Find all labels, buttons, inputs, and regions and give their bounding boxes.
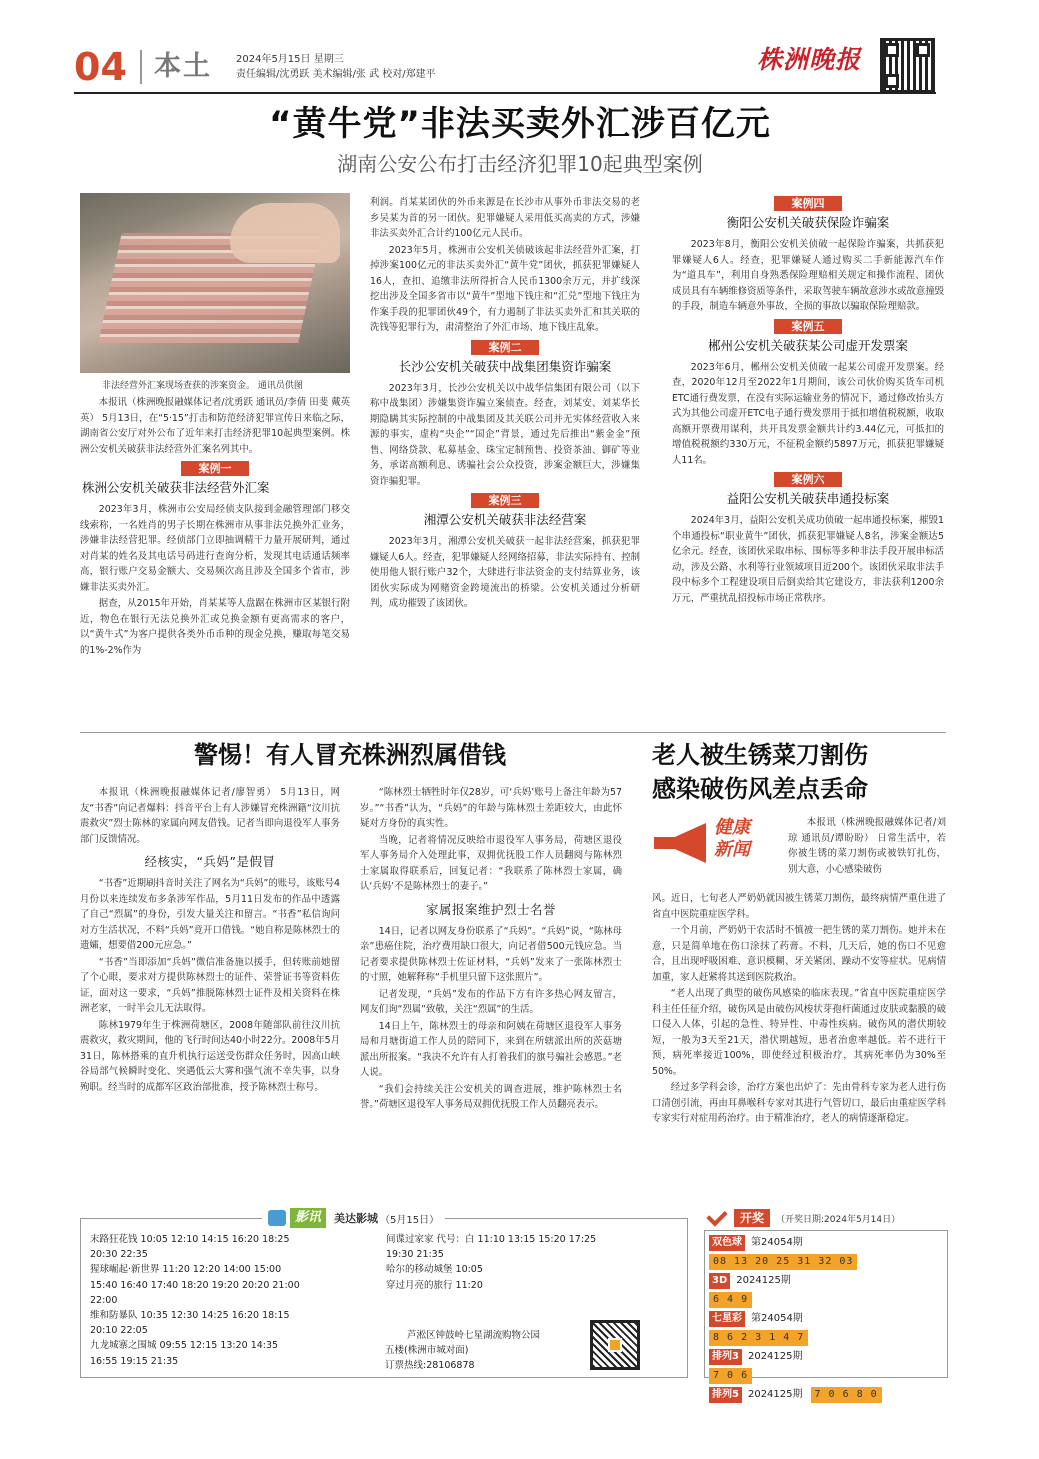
article3-paragraph: 一个月前，严奶奶干农活时不慎被一把生锈的菜刀割伤。她并未在意，只是简单地在伤口涂抹了药膏。不料，几天后，她的伤口不见愈合，且出现呼吸困难、意识模糊、牙关紧闭、躁动不安等症状。见病情加重，家人赶紧将其送到医院救治。 — [652, 925, 946, 983]
header-rule — [74, 92, 936, 94]
lottery-name: 七星彩 — [709, 1311, 745, 1327]
issue-date: 2024年5月15日 星期三 — [236, 54, 344, 65]
film-line: 间谍过家家 代号：白 11:10 13:15 15:20 17:25 — [386, 1234, 597, 1245]
lottery-row — [709, 1233, 943, 1252]
case1-continued-paragraph: 2023年5月，株洲市公安机关侦破该起非法经营外汇案，打掉涉案100亿元的非法买卖外汇“黄牛党”团伙，抓获犯罪嫌疑人16人，查扣、追缴非法所得折合人民币1300余万元，并扩线深挖出涉及全国多省市以“黄牛”型地下钱庄和“汇兑”型地下钱庄为作案手段的犯罪团伙49个，有力遏制了非法买卖外汇和其关联的洗钱等犯罪行为，肃清整治了外汇市场、地下钱庄乱象。 — [370, 244, 640, 333]
lottery-issue: 第24054期 — [751, 1237, 803, 1248]
case1-continued-paragraph: 利润。肖某某团伙的外币来源是在长沙市从事外币非法交易的老乡吴某为首的另一团伙。犯罪嫌疑人采用低买高卖的方式，涉嫌非法买卖外汇合计约100亿元人民币。 — [370, 197, 640, 239]
column-3 — [672, 192, 944, 607]
cinema-qr-code[interactable] — [590, 1320, 640, 1370]
cinema-address — [385, 1328, 585, 1373]
case4-title: 衡阳公安机关破获保险诈骗案 — [726, 215, 890, 230]
film-line: 维和防暴队 10:35 12:30 14:25 16:20 18:15 — [90, 1310, 290, 1322]
case4-paragraph: 2023年8月，衡阳公安机关侦破一起保险诈骗案，共抓获犯罪嫌疑人6人。经查，犯罪嫌疑人通过购买二手新能源汽车作为“道具车”，利用自身熟悉保险理赔相关规定和操作流程、团伙成员具有车辆维修资质等条件，采取驾驶车辆故意涉水或故意撞毁的手段，制造车辆意外事故，全损的事故以骗取保险理赔款。 — [672, 239, 944, 312]
lottery-date: （开奖日期:2024年5月14日） — [776, 1214, 901, 1225]
lottery-numbers: 8 6 2 3 1 4 7 — [709, 1330, 808, 1346]
article3-lead-paragraph: 本报讯（株洲晚报融媒体记者/刘琼 通讯员/谭盼盼） 日常生活中，若你被生锈的菜刀割伤或被铁钉扎伤，别大意，小心感染破伤 — [788, 817, 946, 875]
lottery-issue: 第24054期 — [751, 1313, 803, 1324]
article2-col2 — [360, 785, 622, 1114]
film-list-right — [386, 1232, 682, 1293]
health-news-badge — [652, 815, 782, 871]
column-1 — [80, 395, 350, 659]
article2-subhead: 经核实，“兵妈”是假冒 — [144, 854, 276, 869]
case6-tag: 案例六 — [774, 472, 842, 487]
film-line: 穿过月亮的旅行 11:20 — [386, 1279, 483, 1291]
badge-label: 健康 新闻 — [714, 817, 750, 860]
film-line: 22:00 — [90, 1294, 118, 1306]
lottery-row — [709, 1309, 943, 1328]
case3-title: 湘潭公安机关破获非法经营案 — [423, 512, 587, 527]
qr-code[interactable] — [880, 38, 935, 93]
article3-paragraph: “老人出现了典型的破伤风感染的临床表现。”省直中医院重症医学科主任任征介绍，破伤风是由破伤风梭状芽孢杆菌通过皮肤或黏膜的破口侵入人体，引起的急性、特异性、中毒性疾病。破伤风的潜伏期较短，一般为3天至21天，潜伏期越短，患者治愈率越低。若不进行干预，病死率接近100%，即使经过积极治疗，其病死率仍为30%至50%。 — [652, 988, 946, 1077]
article3-body — [652, 891, 946, 1128]
lottery-header — [708, 1208, 948, 1228]
paper-logo: 株洲晚报 — [757, 45, 862, 74]
article2-subhead: 家属报案维护烈士名誉 — [425, 901, 556, 917]
page-number: 04 — [74, 45, 127, 89]
lottery-row — [709, 1271, 943, 1290]
intro-paragraph: 本报讯（株洲晚报融媒体记者/沈勇跃 通讯员/李倩 田斐 戴英英） 5月13日，在“5·15”打击和防范经济犯罪宣传日来临之际，湖南省公安厅对外公布了近年来打击经济犯罪10起典型案例。株洲公安机关破获非法经营外汇案名列其中。 — [80, 397, 350, 455]
film-header — [262, 1207, 445, 1229]
header-divider — [140, 50, 142, 84]
main-subtitle: 湖南公安公布打击经济犯罪10起典型案例 — [337, 152, 703, 176]
article2-title: 警惕！有人冒充株洲烈属借钱 — [194, 741, 506, 769]
megaphone-icon — [654, 823, 706, 863]
section-rule — [80, 732, 946, 733]
case2-tag: 案例二 — [471, 340, 539, 355]
film-line: 19:30 21:35 — [386, 1249, 444, 1261]
section-name: 本土 — [154, 51, 212, 82]
article2-paragraph: 记者发现，“兵妈”发布的作品下方有许多热心网友留言，网友们询“烈属”致敬，关注“烈属”的生活。 — [360, 988, 622, 1015]
article2-paragraph: “书香”近期刷抖音时关注了网名为“兵妈”的账号，该账号4月份以来连续发布多条涉军作品，5月11日发布的作品中透露了自己“烈属”的身份，引发大量关注和留言。“书香”私信询问对方生活状况，不料“兵妈”竟开口借钱。“她自称是陈林烈士的遗孀，想要借200元应急。” — [80, 878, 340, 951]
case2-paragraph: 2023年3月，长沙公安机关以中战华信集团有限公司（以下称中战集团）涉嫌集资诈骗立案侦查。经查，刘某安、刘某华长期隐瞒其实际控制的中战集团及其关联公司并无实体经营收入来源的事实，虚构“央企”“国企”背景，通过先后推出“紫金金”预售、网络贷款、私募基金、珠宝定制预售、投资茶油、御矿等业务，承诺高额利息、诱骗社会公众投资，涉案金额巨大，涉嫌集资诈骗犯罪。 — [370, 382, 640, 487]
lottery-row — [709, 1252, 943, 1271]
film-icon — [268, 1210, 286, 1226]
lottery-row — [709, 1347, 943, 1366]
film-badge: 影讯 — [290, 1208, 326, 1228]
article2-paragraph: 14日，记者以网友身份联系了“兵妈”。“兵妈”说，“陈林母亲”患癌住院，治疗费用缺口很大，向记者借500元钱应急。当记者要求提供陈林烈士佐证材料，“兵妈”发来了一张陈林烈士的寸照，她解释称“手机里只留下这张照片”。 — [360, 925, 622, 983]
lottery-name: 3D — [709, 1273, 730, 1289]
lottery-name: 排列3 — [709, 1349, 742, 1365]
ticket-hotline: 订票热线:28106878 — [385, 1360, 475, 1371]
case6-title: 益阳公安机关破获串通投标案 — [726, 491, 890, 506]
case1-tag: 案例一 — [181, 461, 249, 476]
article3-paragraph: 风。近日，七旬老人严奶奶就因被生锈菜刀割伤，最终病情严重住进了省直中医院重症医学科。 — [652, 893, 946, 920]
photo-caption: 非法经营外汇案现场查获的涉案资金。 通讯员供图 — [102, 381, 303, 391]
article2-paragraph: “陈林烈士牺牲时年仅28岁，可‘兵妈’账号上备注年龄为57岁。”“书香”认为，“兵妈”的年龄与陈林烈士差距较大，由此怀疑对方身份的真实性。 — [360, 787, 622, 829]
article3-title-line: 老人被生锈菜刀割伤 — [652, 740, 868, 769]
lottery-box — [704, 1230, 948, 1400]
case5-paragraph: 2023年6月，郴州公安机关侦破一起某公司虚开发票案。经查，2020年12月至2022年1月期间，该公司伙价购买货车司机ETC通行费发票，在没有实际运输业务的情况下，通过修改抬头方式为其他公司虚开ETC电子通行费发票用于抵扣增值税税额，收取高额开票费用谋利，共开具发票金额共计约3.44亿元，可抵扣的增值税税额约330万元，不征税金额约5897万元，抓获犯罪嫌疑人11名。 — [672, 361, 944, 466]
case5-title: 郴州公安机关破获某公司虚开发票案 — [707, 337, 908, 353]
lottery-numbers: 6 4 9 — [709, 1292, 752, 1308]
article2-col1 — [80, 785, 340, 1096]
case1-paragraph: 2023年3月，株洲市公安局经侦支队接到金融管理部门移交线索称，一名姓肖的男子长期在株洲市从事非法兑换外汇业务，涉嫌非法经营犯罪。经侦部门立即抽调精干力量开展研判，通过对肖某的姓名及其电话号码进行查询分析，发现其电话通话频率高，银行账户交易金额大、交易频次高且涉及全国多个省市，涉嫌非法买卖外汇。 — [80, 504, 350, 593]
lottery-numbers: 7 0 6 8 0 — [811, 1387, 882, 1403]
article2-paragraph: 14日上午，陈林烈士的母亲和阿姨在荷塘区退役军人事务局和月塘街道工作人员的陪同下，来到在所辖派出所的茨菇塘派出所报案。“我决不允许有人打着我们的旗号骗社会感恩。”老人说。 — [360, 1020, 622, 1078]
lottery-issue: 2024125期 — [747, 1351, 803, 1362]
lottery-row — [709, 1385, 943, 1404]
article2-paragraph: 当晚，记者将情况反映给市退役军人事务局，荷塘区退役军人事务局介入处理此事，双拥优抚股工作人员翻阅与陈林烈士家属取得联系后，回复记者：“我联系了陈林烈士家属，确认‘兵妈’不是陈林烈士的妻子。” — [360, 834, 622, 892]
lottery-issue: 2024125期 — [736, 1275, 791, 1286]
film-line: 猩球崛起·新世界 11:20 12:20 14:00 15:00 — [90, 1264, 282, 1276]
film-list-left — [90, 1232, 380, 1369]
article3-lead — [788, 815, 946, 878]
film-line: 20:30 22:35 — [90, 1249, 148, 1261]
address-line: 五楼(株洲市城对面) — [385, 1345, 469, 1356]
film-line: 15:40 16:40 17:40 18:20 19:20 20:20 21:00 — [90, 1279, 300, 1291]
article2-paragraph: 陈林1979年生于株洲荷塘区，2008年随部队前往汶川抗震救灾，救灾期间，他的飞行时间达40小时22分。2008年5月31日，陈林搭乘的直升机执行运送受伤群众任务时，因高山峡谷局部气候瞬时变化、突遇低云大雾和强气流不幸失事，以身殉职。经当时的成都军区政治部批准，授予陈林烈士称号。 — [80, 1019, 340, 1093]
check-icon — [706, 1205, 727, 1226]
film-line: 16:55 19:15 21:35 — [90, 1355, 179, 1367]
lottery-title: 开奖 — [734, 1209, 770, 1227]
case5-tag: 案例五 — [774, 319, 842, 334]
case6-paragraph: 2024年3月，益阳公安机关成功侦破一起串通投标案，摧毁1个串通投标“职业黄牛”团伙，抓获犯罪嫌疑人8名，涉案金额达5亿余元。经查，该团伙采取串标、围标等多种非法手段开展串标活动，涉及公路、水利等行业领域项目近200个。该团伙采取非法手段中标多个工程建设项目后倒卖给其它建设方，非法获利1200余万元，严重扰乱招投标市场正常秩序。 — [672, 515, 944, 604]
film-line: 九龙城寨之围城 09:55 12:15 13:20 14:35 — [90, 1340, 279, 1352]
cash-photo — [80, 193, 350, 373]
article3-paragraph: 经过多学科会诊，治疗方案也出炉了：先由骨科专家为老人进行伤口清创引流，再由耳鼻喉科专家对其进行气管切口，最后由重症医学科专家实行对症用药治疗。由于精准治疗，老人的病情逐渐稳定。 — [652, 1082, 946, 1124]
case2-title: 长沙公安机关破获中战集团集资诈骗案 — [398, 358, 612, 374]
film-cinema: 美达影城 — [334, 1212, 379, 1225]
film-line: 末路狂花钱 10:05 12:10 14:15 16:20 18:25 — [90, 1234, 290, 1245]
article3-title-line: 感染破伤风差点丢命 — [652, 774, 868, 803]
case3-paragraph: 2023年3月，湘潭公安机关破获一起非法经营案，抓获犯罪嫌疑人6人。经查，犯罪嫌疑人经网络招募，非法实际持有、控制使用他人银行账户32个，大肆进行非法资金的支付结算业务，该团伙实际成为网赌资金跨境流出的桥梁。公安机关通过分析研判，成功摧毁了该团伙。 — [370, 536, 640, 609]
article2-paragraph: “我们会持续关注公安机关的调查进展，维护陈林烈士名誉。”荷塘区退役军人事务局双拥优抚股工作人员翻亮表示。 — [360, 1083, 622, 1110]
case4-tag: 案例四 — [774, 196, 842, 211]
case3-tag: 案例三 — [471, 493, 539, 508]
lottery-row — [709, 1290, 943, 1309]
case1-title: 株洲公安机关破获非法经营外汇案 — [82, 480, 270, 495]
editors-line: 责任编辑/沈勇跃 美术编辑/张 武 校对/郑建平 — [236, 69, 436, 80]
lottery-numbers: 7 0 6 — [709, 1368, 752, 1384]
main-title: “黄牛党”非法买卖外汇涉百亿元 — [269, 104, 771, 144]
lottery-name: 排列5 — [709, 1387, 742, 1403]
article2-paragraph: 本报讯（株洲晚报融媒体记者/廖智勇） 5月13日，网友“书香”向记者爆料：抖音平台上有人涉嫌冒充株洲籍“汶川抗震救灾”烈士陈林的家属向网友借钱。记者当即向退役军人事务部门反馈情况。 — [80, 787, 340, 845]
article3-title — [652, 738, 944, 806]
column-2 — [370, 195, 640, 613]
film-line: 哈尔的移动城堡 10:05 — [386, 1264, 483, 1276]
lottery-row — [709, 1328, 943, 1347]
lottery-issue: 2024125期 — [747, 1389, 803, 1400]
lottery-numbers: 08 13 20 25 31 32 03 — [709, 1254, 857, 1270]
film-date: （5月15日） — [380, 1214, 440, 1226]
case1-paragraph: 据查，从2015年开始，肖某某等人盘踞在株洲市区某银行附近，物色在银行无法兑换外汇或兑换金额有更高需求的客户，以“黄牛式”为客户提供各类外币币种的现金兑换，赚取每笔交易的1%-2%作为 — [80, 598, 350, 656]
film-line: 20:10 22:05 — [90, 1325, 148, 1337]
lottery-row — [709, 1366, 943, 1385]
address-line: 芦淞区钟鼓岭七星湖流购物公园 — [407, 1330, 541, 1341]
lottery-name: 双色球 — [709, 1235, 745, 1251]
article2-paragraph: “书香”当即添加“兵妈”微信准备施以援手，但转账前她留了个心眼，要求对方提供陈林烈士的证件、荣誉证书等资料佐证，面对这一要求，“兵妈”推脱陈林烈士证件及相关资料在株洲老家，一时半会儿无法取得。 — [80, 956, 340, 1014]
